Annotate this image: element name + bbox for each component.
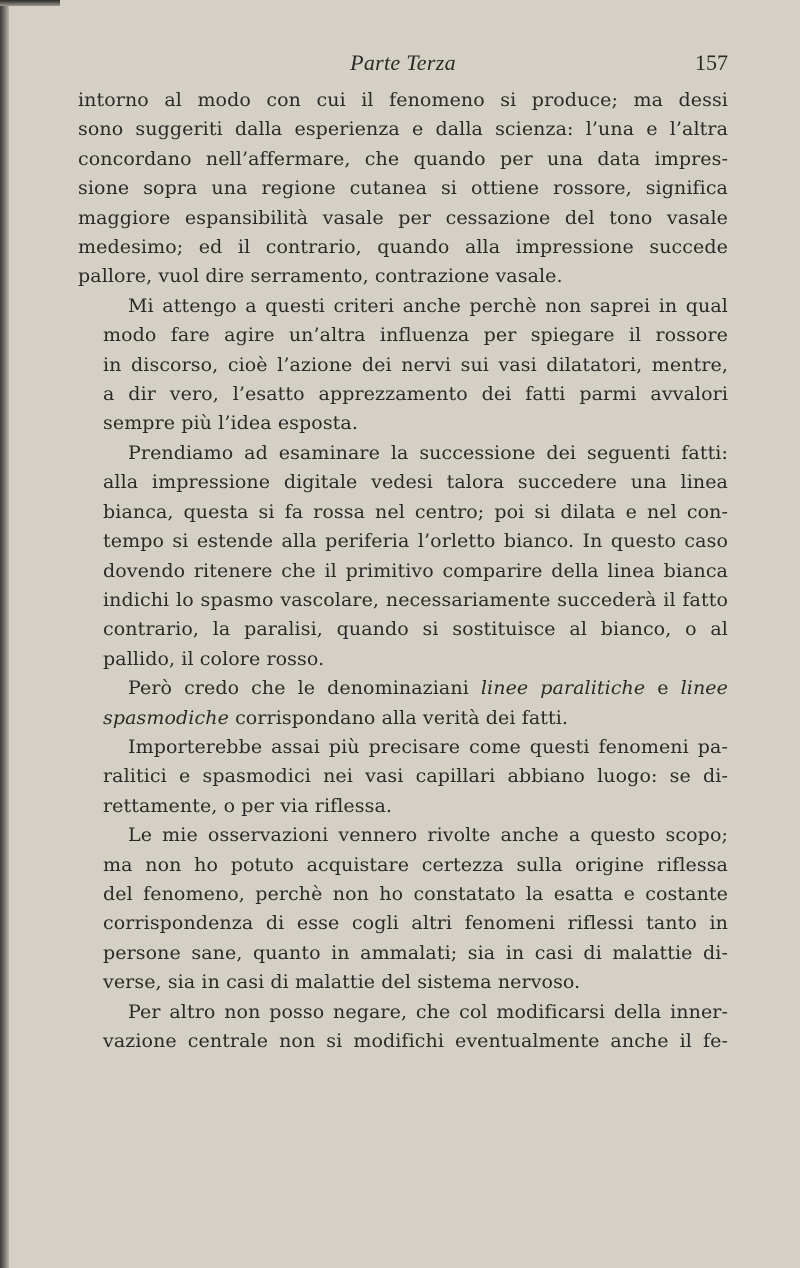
text-run: Però credo che le denominaziani <box>128 677 469 700</box>
book-binding-edge <box>0 0 9 1268</box>
text-line: indichi lo spasmo vascolare, necessariamente succederà il fatto <box>103 588 728 611</box>
text-run: corrispondano alla verità dei fatti. <box>235 706 569 729</box>
running-title: Parte Terza <box>350 50 456 75</box>
text-line: Per altro non posso negare, che col modificarsi della inner- <box>128 1000 728 1023</box>
text-line: persone sane, quanto in ammalati; sia in casi di malattie di- <box>103 941 728 964</box>
text-line: tempo si estende alla periferia l’orletto bianco. In questo caso <box>103 530 728 553</box>
paragraph <box>78 998 728 1057</box>
text-line: a dir vero, l’esatto apprezzamento dei fatti parmi avvalori <box>103 383 728 406</box>
text-line: del fenomeno, perchè non ho constatato la esatta e costante <box>103 882 728 905</box>
text-line: intorno al modo con cui il fenomeno si produce; ma dessi <box>78 89 728 111</box>
text-line: sono suggeriti dalla esperienza e dalla scienza: l’una e l’altra <box>78 118 728 141</box>
text-line: dovendo ritenere che il primitivo comparire della linea bianca <box>103 559 728 582</box>
paragraph <box>78 86 728 292</box>
page-corner-shadow <box>0 0 60 6</box>
text-line: bianca, questa si fa rossa nel centro; poi si dilata e nel con- <box>103 500 728 523</box>
text-line: ralitici e spasmodici nei vasi capillari abbiano luogo: se di- <box>103 765 728 788</box>
text-line: in discorso, cioè l’azione dei nervi sui vasi dilatatori, mentre, <box>103 353 728 376</box>
text-line: sempre più l’idea esposta. <box>103 412 358 435</box>
text-line: maggiore espansibilità vasale per cessazione del tono vasale <box>78 206 728 229</box>
running-header <box>78 50 728 80</box>
italic-term: spasmodiche <box>103 706 229 729</box>
text-line: pallido, il colore rosso. <box>103 647 325 670</box>
text-line <box>78 674 728 703</box>
page-number: 157 <box>695 50 728 75</box>
italic-term: linee paralitiche <box>480 677 646 700</box>
text-line: medesimo; ed il contrario, quando alla impressione succede <box>78 236 728 259</box>
text-line: verse, sia in casi di malattie del sistema nervoso. <box>103 971 581 994</box>
text-line: pallore, vuol dire serramento, contrazione vasale. <box>78 265 563 288</box>
text-line: alla impressione digitale vedesi talora succedere una linea <box>103 471 728 494</box>
text-line: rettamente, o per via riflessa. <box>103 794 393 817</box>
paragraph <box>78 733 728 821</box>
text-line: ma non ho potuto acquistare certezza sulla origine riflessa <box>103 853 728 876</box>
book-page <box>78 50 728 1056</box>
paragraph <box>78 674 728 733</box>
italic-term: linee <box>680 677 728 700</box>
text-line: Prendiamo ad esaminare la successione dei seguenti fatti: <box>128 441 728 464</box>
text-line: Le mie osservazioni vennero rivolte anche a questo scopo; <box>128 824 728 847</box>
text-line: sione sopra una regione cutanea si ottiene rossore, significa <box>78 177 728 200</box>
text-line: modo fare agire un’altra influenza per spiegare il rossore <box>103 324 728 347</box>
text-line: Importerebbe assai più precisare come questi fenomeni pa- <box>128 735 728 758</box>
text-line: vazione centrale non si modifichi eventualmente anche il fe- <box>103 1030 728 1052</box>
text-run: e <box>657 677 669 700</box>
text-line: Mi attengo a questi criteri anche perchè non saprei in qual <box>128 294 728 317</box>
text-line: concordano nell’affermare, che quando per una data impres- <box>78 147 728 170</box>
body-text <box>78 86 728 1056</box>
text-line: contrario, la paralisi, quando si sostituisce al bianco, o al <box>103 618 728 641</box>
paragraph <box>78 292 728 439</box>
text-line <box>78 704 728 733</box>
paragraph <box>78 821 728 997</box>
paragraph <box>78 439 728 674</box>
text-line: corrispondenza di esse cogli altri fenomeni riflessi tanto in <box>103 912 728 935</box>
